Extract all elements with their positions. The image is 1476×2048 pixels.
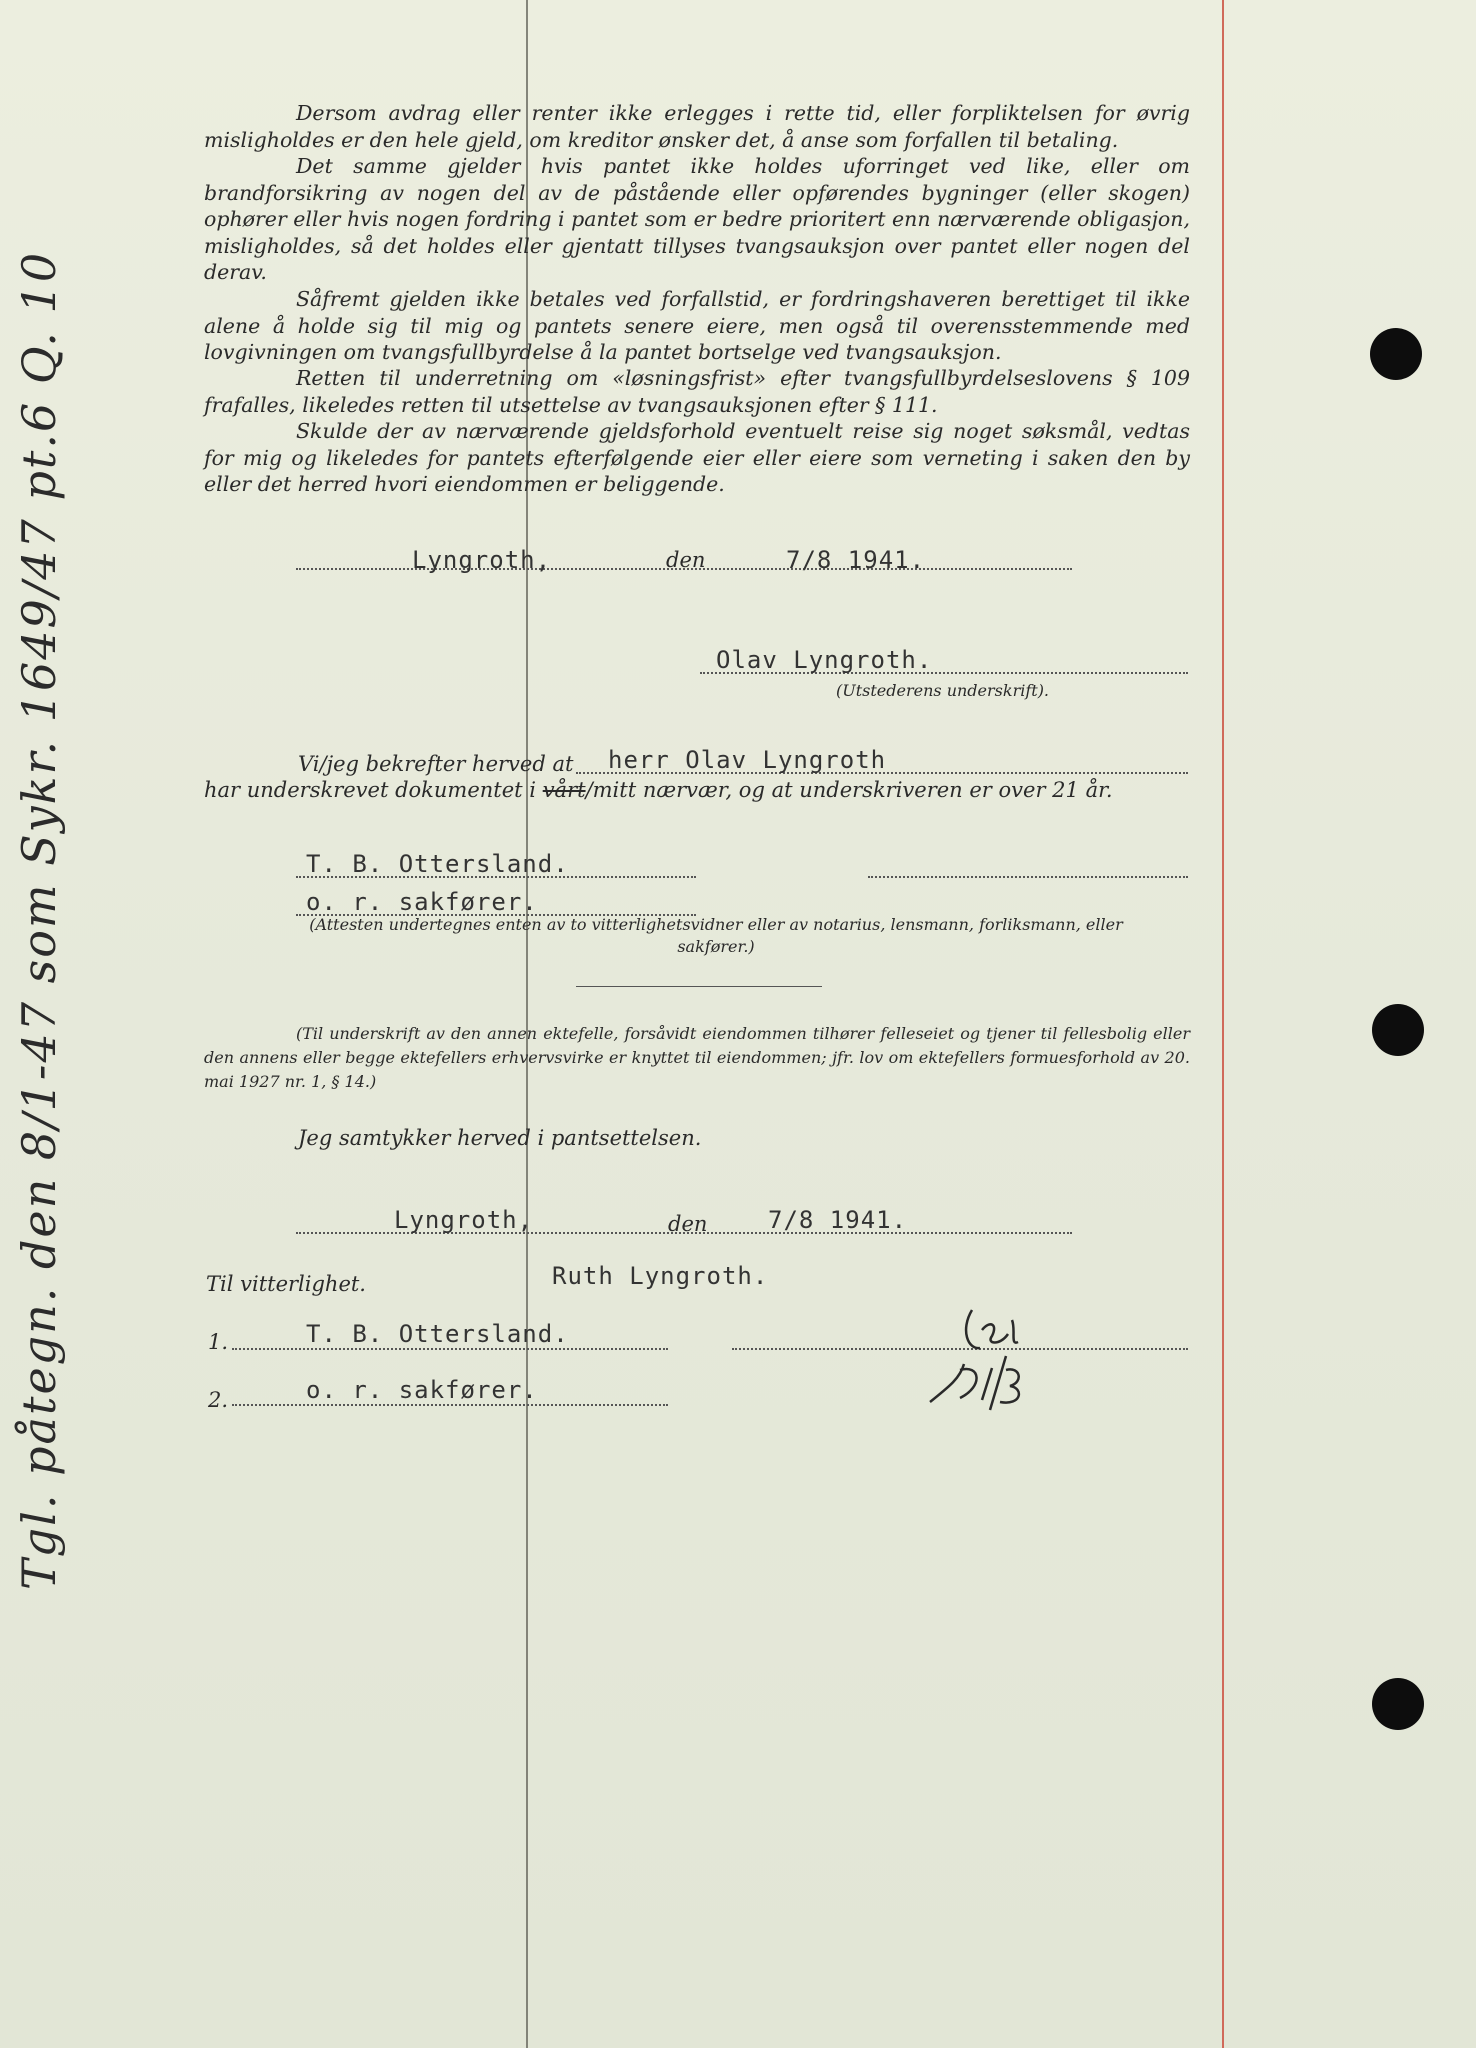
- separator-rule: [576, 986, 822, 987]
- consent-text: Jeg samtykker herved i pantsettelsen.: [298, 1126, 702, 1150]
- den-label: den: [666, 548, 706, 572]
- witness2-number: 2.: [208, 1388, 229, 1412]
- attestation-note: (Attesten undertegnes enten av to vitterlighetsvidner eller av notarius, lensmann, forliksmann, eller sakfører.): [309, 915, 1123, 956]
- witness2-line: [232, 1404, 668, 1406]
- handwritten-initials-icon: [920, 1290, 1100, 1430]
- witness1-name: T. B. Ottersland.: [306, 1320, 569, 1348]
- attestation-witness-name: T. B. Ottersland.: [306, 850, 569, 878]
- attestation-name: herr Olav Lyngroth: [608, 746, 887, 774]
- witness1-line: [232, 1348, 668, 1350]
- spouse-signature: Ruth Lyngroth.: [552, 1262, 769, 1290]
- signature2-place: Lyngroth,: [394, 1206, 534, 1234]
- attestation-line2-start: har underskrevet dokumentet i: [204, 778, 536, 802]
- witness-line-right: [868, 876, 1188, 878]
- red-margin-line: [1222, 0, 1224, 2048]
- punch-hole: [1370, 328, 1422, 380]
- issuer-signature: Olav Lyngroth.: [716, 646, 933, 674]
- margin-handwritten-note: Tgl. påtegn. den 8/1-47 som Sykr. 1649/47 pt.6 Q. 10: [12, 250, 66, 1590]
- struck-word: vårt: [542, 778, 586, 802]
- signature-place: Lyngroth,: [412, 546, 552, 574]
- signature2-date: 7/8 1941.: [768, 1206, 908, 1234]
- signature-date: 7/8 1941.: [786, 546, 926, 574]
- attestation-witness-title: o. r. sakfører.: [306, 888, 538, 916]
- attestation-line2-end: /mitt nærvær, og at underskriveren er over 21 år.: [585, 778, 1113, 802]
- attestation-line2: [204, 778, 1113, 802]
- witness2-title: o. r. sakfører.: [306, 1376, 538, 1404]
- den-label-2: den: [668, 1212, 708, 1236]
- paragraph-insurance-clause: Det samme gjelder hvis pantet ikke holdes uforringet ved like, eller om brandforsikring av nogen del av de påstående eller opførendes bygninger (eller skogen) ophører eller hvis nogen fordring i pantet som er bedre prioritert enn nærværende obligasjon, misligholdes, så det holdes eller gjentatt tillyses tvangsauksjon over pantet eller nogen del derav.: [204, 154, 1190, 284]
- paragraph-enforcement-clause: Såfremt gjelden ikke betales ved forfallstid, er fordringshaveren berettiget til ikke alene å holde sig til mig og pantets senere eiere, men også til overensstemmende med lovgivningen om tvangsfullbyrdelse å la pantet bortselge ved tvangsauksjon.: [204, 287, 1190, 364]
- punch-hole: [1372, 1004, 1424, 1056]
- witness1-number: 1.: [208, 1330, 229, 1354]
- paragraph-venue-clause: Skulde der av nærværende gjeldsforhold eventuelt reise sig noget søksmål, vedtas for mig og likeledes for pantets efterfølgende eier eller eiere som verneting i saken den by eller det herred hvori eiendommen er beliggende.: [204, 419, 1190, 496]
- witness-label: Til vitterlighet.: [206, 1272, 366, 1296]
- spouse-note: (Til underskrift av den annen ektefelle, forsåvidt eiendommen tilhører felleseiet og tjener til fellesbolig eller den annens eller begge ektefellers erhvervsvirke er knyttet til eiendommen; jfr. lov om ektefellers formuesforhold av 20. mai 1927 nr. 1, § 14.): [204, 1024, 1190, 1091]
- paragraph-notice-clause: Retten til underretning om «løsningsfrist» efter tvangsfullbyrdelseslovens § 109 frafalles, likeledes retten til utsettelse av tvangsauksjonen efter § 111.: [204, 366, 1190, 417]
- punch-hole: [1372, 1678, 1424, 1730]
- paragraph-default-clause: Dersom avdrag eller renter ikke erlegges i rette tid, eller forpliktelsen for øvrig misligholdes er den hele gjeld, om kreditor ønsker det, å anse som forfallen til betaling.: [204, 101, 1190, 152]
- attestation-prefix: Vi/jeg bekrefter herved at: [298, 752, 574, 776]
- issuer-signature-caption: (Utstederens underskrift).: [836, 681, 1050, 700]
